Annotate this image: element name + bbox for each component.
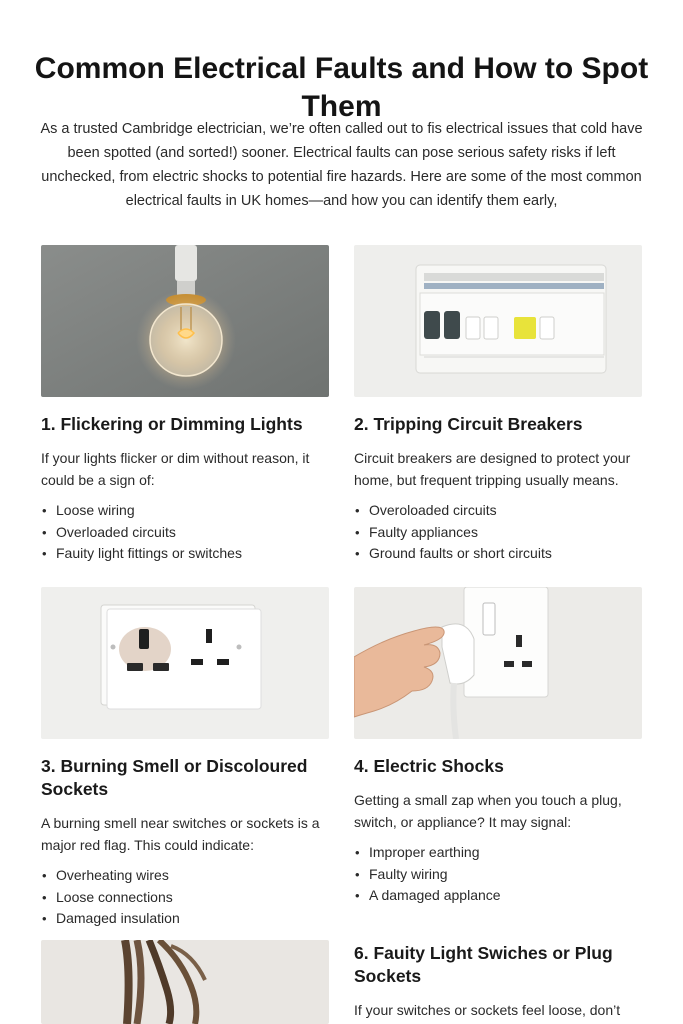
scorched-socket-photo (41, 587, 329, 739)
list-item: • Overoloaded circuits (354, 500, 642, 522)
fault-heading: 4. Electric Shocks (354, 756, 504, 776)
list-item: • Overloaded circuits (41, 522, 329, 544)
fault-card-tripping-breakers (354, 245, 642, 565)
light-bulb-photo (41, 245, 329, 397)
fault-point-list (354, 842, 642, 907)
fault-card-damaged-wires (41, 940, 329, 1024)
intro-paragraph: As a trusted Cambridge electrician, we’re often called out to fis electrical issues that cold have been spotted (and sorted!) sooner. Electrical faults can pose serious safety risks if left unchecked, from electric shocks to potential fire hazards. Here are some of the most common electrical faults in UK homes—and how you can identify them early, (40, 121, 643, 209)
fault-description: Circuit breakers are designed to protect your home, but frequent tripping usually means. (354, 450, 631, 488)
list-item: • Fauity light fittings or switches (41, 543, 329, 565)
list-item: • Faulty wiring (354, 864, 642, 886)
fault-description: A burning smell near switches or sockets is a major red flag. This could indicate: (41, 815, 320, 853)
page-title: Common Electrical Faults and How to Spot Them (34, 52, 649, 124)
list-item: • Ground faults or short circuits (354, 543, 642, 565)
fault-heading: 6. Fauity Light Swiches or Plug Sockets (354, 943, 613, 986)
list-item: • Loose wiring (41, 500, 329, 522)
list-item: • Damaged insulation (41, 908, 329, 930)
hand-plug-photo (354, 587, 642, 739)
fault-point-list (41, 500, 329, 565)
list-item: • Overheating wires (41, 865, 329, 887)
list-item: • Loose connections (41, 887, 329, 909)
fault-description: If your lights flicker or dim without reason, it could be a sign of: (41, 450, 310, 488)
list-item: • Faulty appliances (354, 522, 642, 544)
fault-heading: 2. Tripping Circuit Breakers (354, 414, 583, 434)
fault-heading: 1. Flickering or Dimming Lights (41, 414, 303, 434)
fault-heading: 3. Burning Smell or Discoloured Sockets (41, 756, 308, 799)
consumer-unit-photo (354, 245, 642, 397)
fault-description: Getting a small zap when you touch a plug, switch, or appliance? It may signal: (354, 792, 622, 830)
list-item: • Improper earthing (354, 842, 642, 864)
list-item: • A damaged applance (354, 885, 642, 907)
fault-card-burning-smell (41, 587, 329, 930)
fault-point-list (354, 500, 642, 565)
fault-card-faulty-switches (354, 926, 642, 1021)
fault-point-list (41, 865, 329, 930)
frayed-wires-photo (41, 940, 329, 1024)
fault-card-flickering-lights (41, 245, 329, 565)
fault-description: If your switches or sockets feel loose, don’t (354, 1002, 621, 1018)
fault-card-electric-shocks (354, 587, 642, 907)
